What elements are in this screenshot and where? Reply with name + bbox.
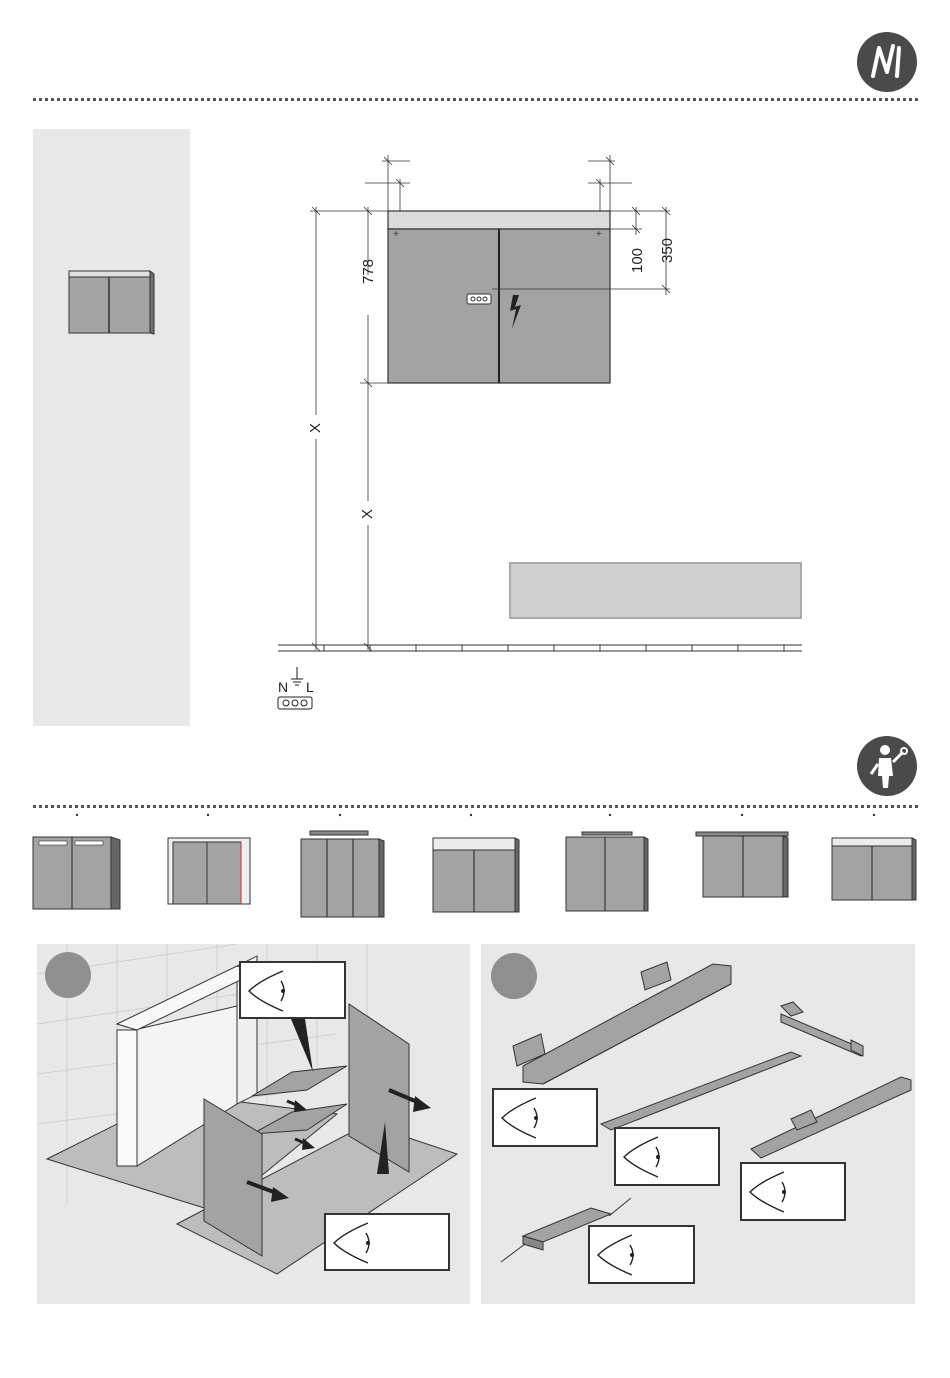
- dimension-height: 778: [360, 258, 377, 284]
- product-thumbnail: [68, 270, 158, 336]
- detail-callout-b3: [740, 1162, 846, 1221]
- detail-callout-a2: [324, 1213, 450, 1271]
- variant-7: [832, 814, 916, 900]
- installer-wrench-icon: [857, 736, 917, 796]
- variant-2: [168, 814, 250, 904]
- eye-icon: [241, 963, 301, 1017]
- section-divider: [33, 805, 918, 808]
- installer-badge: [857, 736, 917, 796]
- detail-callout-b4: [588, 1225, 695, 1284]
- step-a-panel: [37, 944, 470, 1304]
- step-a-marker: [45, 952, 91, 998]
- dimension-offset-small: 100: [629, 247, 646, 273]
- eye-icon: [326, 1215, 386, 1269]
- step-b-marker: [491, 953, 537, 999]
- brand-badge: [857, 32, 917, 92]
- variant-3: [301, 814, 384, 917]
- cabinet-variants-row: [30, 812, 920, 924]
- header-divider: [33, 98, 918, 101]
- detail-callout-b1: [492, 1088, 598, 1147]
- dimension-floor-inner: X: [359, 508, 376, 519]
- terminal-l: L: [306, 679, 314, 695]
- three-pin-socket-icon: [277, 696, 313, 710]
- dimension-offset-large: 350: [659, 237, 676, 263]
- detail-callout-b2: [614, 1127, 720, 1186]
- variant-1: [33, 814, 120, 909]
- dimension-floor-outer: X: [307, 422, 324, 433]
- svg-text:+: +: [596, 229, 602, 240]
- terminal-n: N: [278, 679, 289, 695]
- eye-icon: [494, 1090, 554, 1144]
- product-sidebar: [33, 129, 190, 726]
- svg-text:+: +: [393, 229, 399, 240]
- detail-callout-a1: [239, 961, 346, 1019]
- ground-symbol-icon: [290, 667, 304, 692]
- eye-icon: [742, 1164, 802, 1218]
- eye-icon: [616, 1129, 676, 1183]
- step-b-panel: [481, 944, 915, 1304]
- mounting-dimension-drawing: [270, 145, 830, 720]
- logo-mark-icon: [857, 32, 917, 92]
- variant-6: [696, 814, 788, 897]
- variant-5: [566, 814, 648, 911]
- eye-icon: [590, 1227, 650, 1281]
- variant-4: [433, 814, 519, 912]
- terminal-legend: [277, 667, 317, 712]
